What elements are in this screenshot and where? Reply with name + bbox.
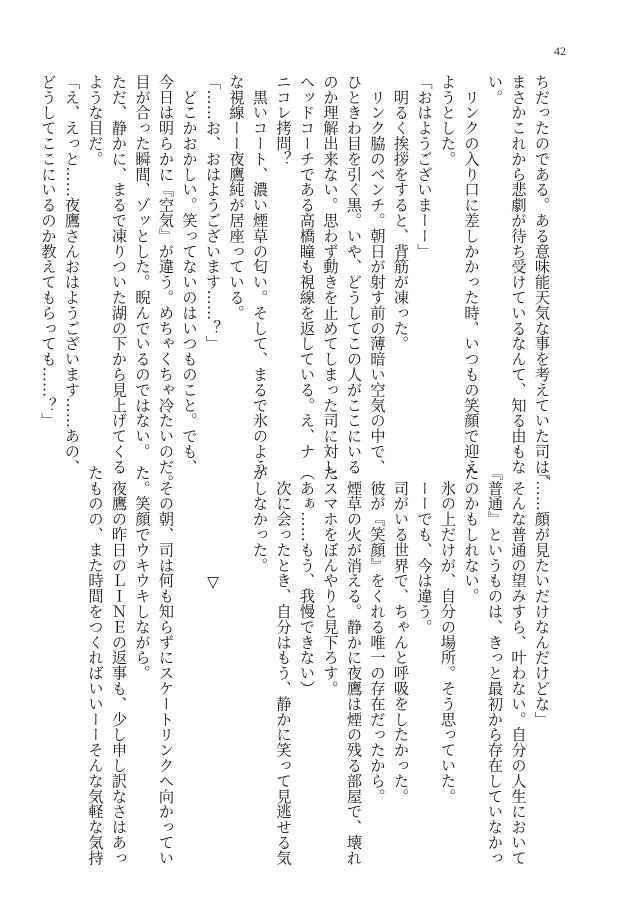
text-line: 『普通』というものは、きっと最初から存在していなかっ: [486, 465, 504, 866]
text-line: [224, 465, 248, 851]
text-line: ニコレ拷問？: [274, 74, 293, 167]
text-line: リンク脇のベンチ。朝日が射す前の薄暗い空気の中で、: [368, 74, 387, 475]
text-line: 「……顔が見たいだけなんだけどな」: [533, 465, 551, 727]
text-line: ただ、静かに、まるで凍りついた湖の下から見上げてくる: [110, 74, 128, 475]
text-line: [177, 465, 201, 851]
text-block-lower: [86, 465, 553, 866]
text-line: い。: [486, 74, 504, 105]
text-line: 「え、えっと……夜鷹さんおはようございます……あの、: [63, 74, 81, 475]
text-line: ひときわ目を引く黒。いや、どうしてこの人がここにいる: [345, 74, 363, 475]
text-line: 「……お、おはようございます……？」: [204, 74, 222, 352]
text-line: 「おはようございまーー」: [415, 74, 434, 259]
text-line: 今日は明らかに『空気』が違う。めちゃくちゃ冷たいのだ。: [157, 74, 175, 490]
text-line: 目が合った瞬間、ゾッとした。睨んでいるのではない。: [133, 74, 152, 459]
text-line: ▽: [204, 465, 222, 591]
text-line: まさかこれから悲劇が待ち受けているなんて、知る由もな: [509, 74, 528, 475]
text-line: のか理解出来ない。思わず動きを止めてしまった司に対し、: [321, 74, 340, 490]
text-line: ーーでも、今は違う。: [415, 465, 434, 635]
text-line: ような目だ。: [86, 74, 105, 167]
text-line: ようとした。: [439, 74, 457, 167]
text-line: た。笑顔でウキウキしながら。: [133, 465, 152, 681]
text-line: 司がいる世界で、ちゃんと呼吸をしたかった。: [392, 465, 410, 804]
text-line: 氷の上だけが、自分の場所。そう思っていた。: [439, 465, 457, 804]
text-line: 彼が『笑顔』をくれる唯一の存在だったから。: [368, 465, 387, 804]
text-block-upper: [39, 74, 553, 490]
text-line: 黒いコート、濃い煙草の匂い。そして、まるで氷のよう: [251, 74, 269, 475]
text-line: ちだったのである。ある意味能天気な事を考えていた司は、: [533, 74, 551, 490]
text-line: 次に会ったとき、自分はもう、静かに笑って見逃せる気: [274, 465, 293, 866]
text-line: （あぁ……もう、我慢できない）: [298, 465, 316, 696]
text-line: その朝、司は何も知らずにスケートリンクへ向かってい: [157, 465, 175, 866]
text-line: 夜鷹の昨日のＬＩＮＥの返事も、少し申し訳なさはあっ: [110, 465, 128, 866]
text-line: どこかおかしい。笑ってないのはいつものこと。でも、: [180, 74, 199, 475]
text-line: たのかもしれない。: [462, 465, 481, 604]
page-number: 42: [554, 44, 566, 58]
text-line: がしなかった。: [251, 465, 269, 573]
text-line: 煙草の火が消える。静かに夜鷹は煙の残る部屋で、壊れ: [345, 465, 363, 866]
text-line: な視線ーー夜鷹純が居座っている。: [227, 74, 246, 321]
text-line: たスマホをぼんやりと見下ろす。: [321, 465, 340, 696]
text-line: どうしてここにいるのか教えてもらっても……？」: [39, 74, 58, 429]
text-line: たものの、また時間をつくればいいーーそんな気軽な気持: [86, 465, 105, 866]
text-line: そんな普通の望みすら、叶わない。自分の人生において: [509, 465, 528, 866]
text-line: ヘッドコーチである高橋瞳も視線を返している。え、ナ: [298, 74, 316, 459]
text-line: リンクの入り口に差しかかった時、いつもの笑顔で迎え: [462, 74, 481, 475]
text-line: 明るく挨拶をすると、背筋が凍った。: [392, 74, 410, 352]
